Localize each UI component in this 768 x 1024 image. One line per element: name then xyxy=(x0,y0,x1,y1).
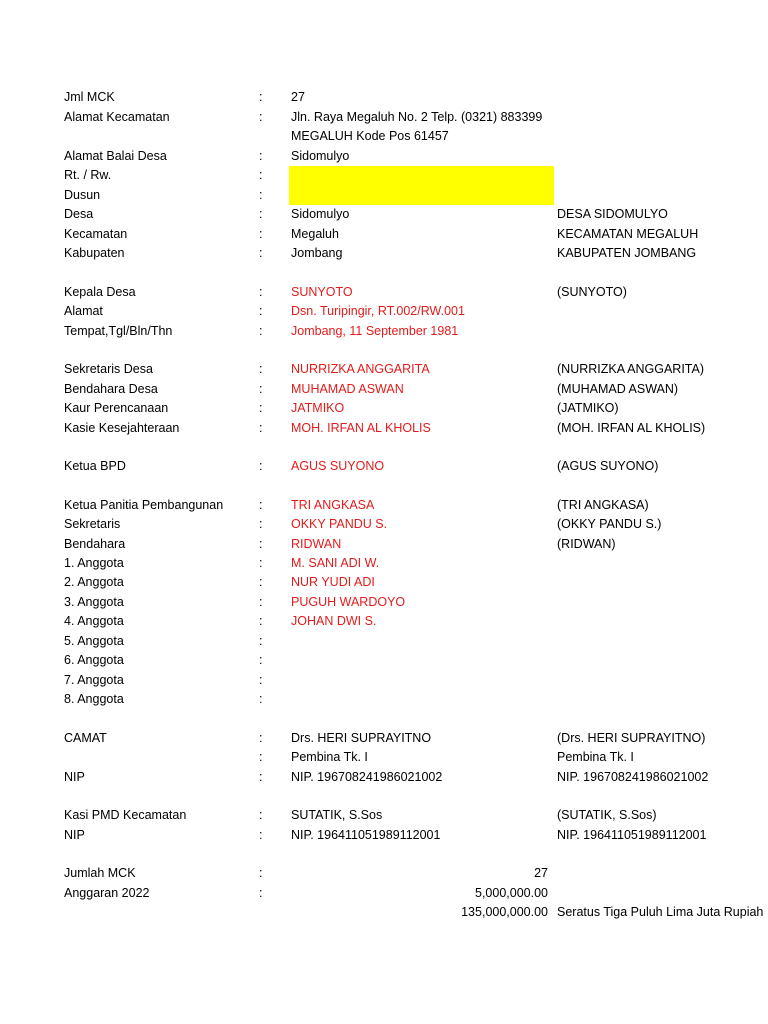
row-label[interactable]: Kasie Kesejahteraan xyxy=(64,421,180,435)
row-label[interactable]: NIP xyxy=(64,828,85,842)
row-separator[interactable]: : xyxy=(259,382,263,396)
row-value[interactable]: NIP. 196411051989112001 xyxy=(291,828,441,842)
row-separator[interactable]: : xyxy=(259,246,263,260)
row-separator[interactable]: : xyxy=(259,285,263,299)
row-label[interactable]: Anggaran 2022 xyxy=(64,886,150,900)
row-label[interactable]: 2. Anggota xyxy=(64,575,124,589)
row-label[interactable]: Kepala Desa xyxy=(64,285,136,299)
row-value[interactable]: SUTATIK, S.Sos xyxy=(291,808,383,822)
row-separator[interactable]: : xyxy=(259,750,263,764)
row-separator[interactable]: : xyxy=(259,575,263,589)
row-value[interactable]: Sidomulyo xyxy=(291,207,350,221)
row-value[interactable]: Dsn. Turipingir, RT.002/RW.001 xyxy=(291,304,465,318)
row-label[interactable]: Jumlah MCK xyxy=(64,866,136,880)
row-amount[interactable]: 135,000,000.00 xyxy=(461,905,548,919)
row-label[interactable]: Alamat xyxy=(64,304,103,318)
row-right-value[interactable]: KECAMATAN MEGALUH xyxy=(557,227,699,241)
row-label[interactable]: Rt. / Rw. xyxy=(64,168,112,182)
row-value[interactable]: PUGUH WARDOYO xyxy=(291,595,406,609)
row-value[interactable]: OKKY PANDU S. xyxy=(291,517,388,531)
row-value[interactable]: M. SANI ADI W. xyxy=(291,556,380,570)
row-value[interactable]: Drs. HERI SUPRAYITNO xyxy=(291,731,432,745)
row-label[interactable]: Tempat,Tgl/Bln/Thn xyxy=(64,324,173,338)
row-label[interactable]: Sekretaris Desa xyxy=(64,362,153,376)
row-label[interactable]: Ketua Panitia Pembangunan xyxy=(64,498,224,512)
row-label[interactable]: 8. Anggota xyxy=(64,692,124,706)
row-label[interactable]: Kaur Perencanaan xyxy=(64,401,169,415)
row-separator[interactable]: : xyxy=(259,634,263,648)
row-right-value[interactable]: (OKKY PANDU S.) xyxy=(557,517,662,531)
row-label[interactable]: Bendahara xyxy=(64,537,126,551)
row-separator[interactable]: : xyxy=(259,498,263,512)
row-separator[interactable]: : xyxy=(259,653,263,667)
row-label[interactable]: CAMAT xyxy=(64,731,107,745)
row-label[interactable]: Kabupaten xyxy=(64,246,125,260)
row-value[interactable]: MEGALUH Kode Pos 61457 xyxy=(291,129,449,143)
row-separator[interactable]: : xyxy=(259,673,263,687)
row-separator[interactable]: : xyxy=(259,110,263,124)
row-right-value[interactable]: (MUHAMAD ASWAN) xyxy=(557,382,679,396)
row-right-value[interactable]: KABUPATEN JOMBANG xyxy=(557,246,697,260)
row-label[interactable]: 3. Anggota xyxy=(64,595,124,609)
row-separator[interactable]: : xyxy=(259,731,263,745)
row-label[interactable]: Sekretaris xyxy=(64,517,121,531)
row-label[interactable]: NIP xyxy=(64,770,85,784)
row-value[interactable]: JATMIKO xyxy=(291,401,345,415)
row-separator[interactable]: : xyxy=(259,614,263,628)
row-right-value[interactable]: (MOH. IRFAN AL KHOLIS) xyxy=(557,421,706,435)
row-value[interactable]: AGUS SUYONO xyxy=(291,459,385,473)
row-value[interactable]: SUNYOTO xyxy=(291,285,353,299)
row-right-value[interactable]: (JATMIKO) xyxy=(557,401,619,415)
row-value[interactable]: NURRIZKA ANGGARITA xyxy=(291,362,430,376)
row-value[interactable]: NIP. 196708241986021002 xyxy=(291,770,443,784)
row-right-value[interactable]: (Drs. HERI SUPRAYITNO) xyxy=(557,731,706,745)
row-separator[interactable]: : xyxy=(259,207,263,221)
row-separator[interactable]: : xyxy=(259,421,263,435)
row-separator[interactable]: : xyxy=(259,188,263,202)
row-right-value[interactable]: Pembina Tk. I xyxy=(557,750,634,764)
row-right-value[interactable]: (TRI ANGKASA) xyxy=(557,498,649,512)
row-separator[interactable]: : xyxy=(259,537,263,551)
row-right-value[interactable]: NIP. 196708241986021002 xyxy=(557,770,709,784)
row-right-value[interactable]: Seratus Tiga Puluh Lima Juta Rupiah xyxy=(557,905,764,919)
row-separator[interactable]: : xyxy=(259,808,263,822)
row-label[interactable]: Desa xyxy=(64,207,94,221)
row-separator[interactable]: : xyxy=(259,168,263,182)
row-separator[interactable]: : xyxy=(259,227,263,241)
row-value[interactable]: Megaluh xyxy=(291,227,339,241)
row-right-value[interactable]: (NURRIZKA ANGGARITA) xyxy=(557,362,705,376)
row-right-value[interactable]: (SUTATIK, S.Sos) xyxy=(557,808,657,822)
row-value[interactable]: Jln. Raya Megaluh No. 2 Telp. (0321) 883399 xyxy=(291,110,543,124)
row-value[interactable]: Jombang xyxy=(291,246,343,260)
row-separator[interactable]: : xyxy=(259,866,263,880)
row-label[interactable]: 4. Anggota xyxy=(64,614,124,628)
row-label[interactable]: Kecamatan xyxy=(64,227,128,241)
row-right-value[interactable]: DESA SIDOMULYO xyxy=(557,207,668,221)
row-value[interactable]: MOH. IRFAN AL KHOLIS xyxy=(291,421,431,435)
row-value[interactable]: Sidomulyo xyxy=(291,149,350,163)
row-separator[interactable]: : xyxy=(259,886,263,900)
row-label[interactable]: Ketua BPD xyxy=(64,459,126,473)
row-separator[interactable]: : xyxy=(259,595,263,609)
row-label[interactable]: Alamat Balai Desa xyxy=(64,149,167,163)
row-value[interactable]: Pembina Tk. I xyxy=(291,750,368,764)
row-separator[interactable]: : xyxy=(259,770,263,784)
row-label[interactable]: Alamat Kecamatan xyxy=(64,110,170,124)
row-value[interactable]: MUHAMAD ASWAN xyxy=(291,382,404,396)
row-separator[interactable]: : xyxy=(259,90,263,104)
row-amount[interactable]: 5,000,000.00 xyxy=(475,886,548,900)
row-label[interactable]: 5. Anggota xyxy=(64,634,124,648)
row-label[interactable]: Dusun xyxy=(64,188,101,202)
highlighted-empty-cells xyxy=(289,166,554,205)
row-value[interactable]: TRI ANGKASA xyxy=(291,498,375,512)
row-separator[interactable]: : xyxy=(259,304,263,318)
row-value[interactable]: RIDWAN xyxy=(291,537,342,551)
row-right-value[interactable]: (RIDWAN) xyxy=(557,537,616,551)
row-label[interactable]: 1. Anggota xyxy=(64,556,124,570)
row-separator[interactable]: : xyxy=(259,362,263,376)
row-label[interactable]: 7. Anggota xyxy=(64,673,124,687)
row-right-value[interactable]: (AGUS SUYONO) xyxy=(557,459,659,473)
row-value[interactable]: 27 xyxy=(291,90,305,104)
row-separator[interactable]: : xyxy=(259,517,263,531)
row-separator[interactable]: : xyxy=(259,324,263,338)
row-separator[interactable]: : xyxy=(259,401,263,415)
row-label[interactable]: Bendahara Desa xyxy=(64,382,158,396)
row-separator[interactable]: : xyxy=(259,556,263,570)
row-value[interactable]: NUR YUDI ADI xyxy=(291,575,375,589)
row-value[interactable]: Jombang, 11 September 1981 xyxy=(291,324,459,338)
row-label[interactable]: 6. Anggota xyxy=(64,653,124,667)
row-right-value[interactable]: (SUNYOTO) xyxy=(557,285,627,299)
row-label[interactable]: Kasi PMD Kecamatan xyxy=(64,808,187,822)
row-label[interactable]: Jml MCK xyxy=(64,90,115,104)
row-separator[interactable]: : xyxy=(259,828,263,842)
row-separator[interactable]: : xyxy=(259,149,263,163)
row-amount[interactable]: 27 xyxy=(534,866,548,880)
row-right-value[interactable]: NIP. 196411051989112001 xyxy=(557,828,707,842)
row-separator[interactable]: : xyxy=(259,692,263,706)
row-separator[interactable]: : xyxy=(259,459,263,473)
row-value[interactable]: JOHAN DWI S. xyxy=(291,614,377,628)
